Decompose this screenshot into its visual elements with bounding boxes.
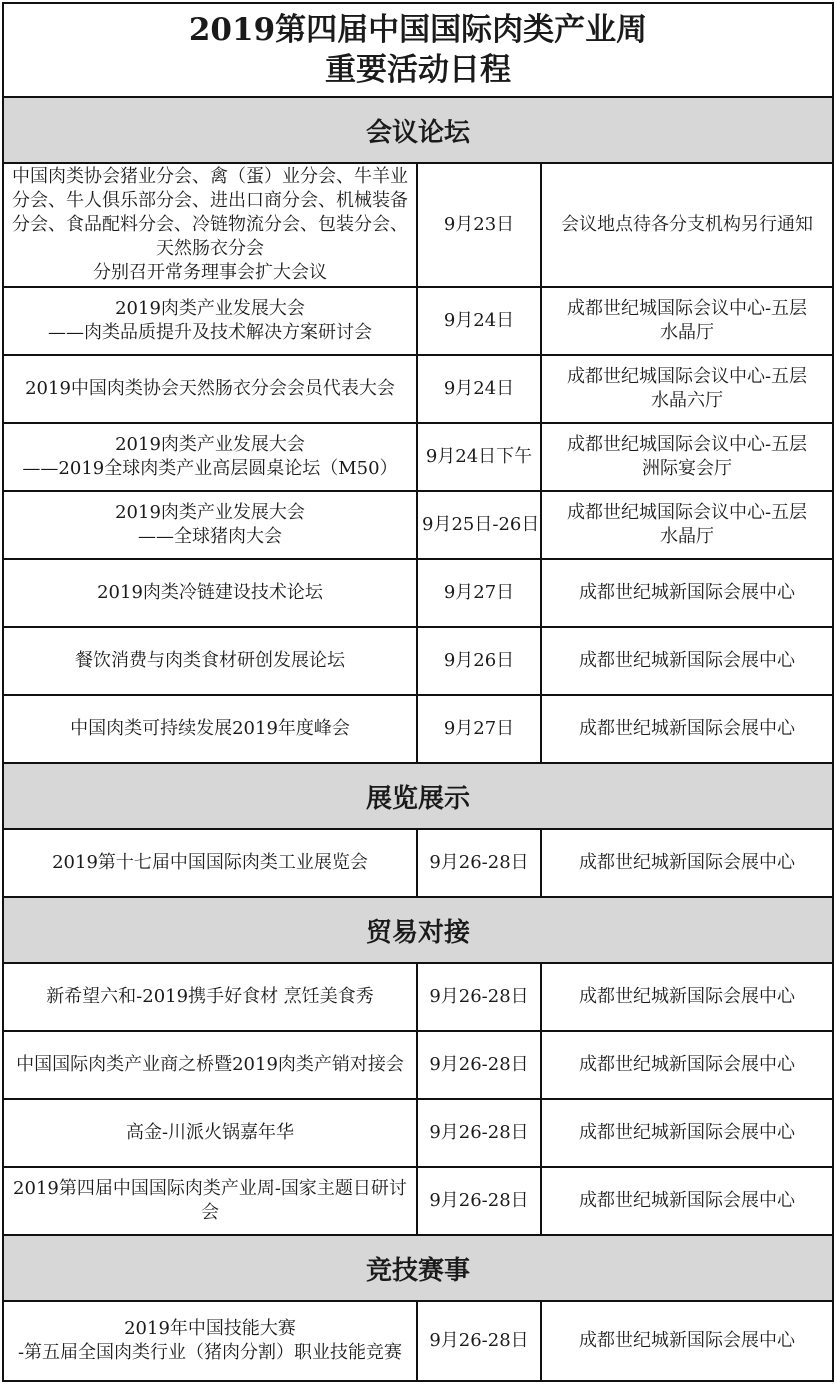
venue-line: 洲际宴会厅 — [642, 458, 732, 479]
venue-cell — [541, 1167, 833, 1235]
event-name-cell — [3, 1167, 417, 1235]
table-row — [3, 695, 833, 763]
table-row — [3, 491, 833, 559]
title-line-2: 重要活动日程 — [325, 52, 511, 88]
event-name-line: 新希望六和-2019携手好食材 烹饪美食秀 — [46, 986, 374, 1007]
event-name-line: 2019第十七届中国国际肉类工业展览会 — [52, 852, 368, 873]
venue-line: 成都世纪城新国际会展中心 — [579, 650, 795, 671]
event-date-cell: 9月25日-26日 — [417, 491, 541, 559]
table-row — [3, 829, 833, 897]
page-title — [3, 3, 833, 97]
event-date-cell: 9月26-28日 — [417, 1031, 541, 1099]
event-name-cell — [3, 1099, 417, 1167]
event-date-cell: 9月24日 — [417, 287, 541, 355]
table-row — [3, 163, 833, 287]
venue-line: 成都世纪城新国际会展中心 — [579, 1054, 795, 1075]
schedule-body — [3, 3, 833, 1381]
table-row — [3, 1099, 833, 1167]
venue-line: 水晶厅 — [660, 322, 714, 343]
event-name-line: 2019年中国技能大赛 — [124, 1318, 296, 1339]
section-heading: 会议论坛 — [3, 97, 833, 163]
table-row — [3, 627, 833, 695]
venue-line: 成都世纪城新国际会展中心 — [579, 1122, 795, 1143]
venue-cell — [541, 423, 833, 491]
venue-line: 成都世纪城新国际会展中心 — [579, 1330, 795, 1351]
event-name-line: 分别召开常务理事会扩大会议 — [93, 262, 327, 283]
event-name-line: 2019中国肉类协会天然肠衣分会会员代表大会 — [25, 378, 395, 399]
event-name-line: 2019肉类冷链建设技术论坛 — [97, 582, 323, 603]
event-date-cell: 9月27日 — [417, 559, 541, 627]
event-name-line: 高金-川派火锅嘉年华 — [125, 1122, 295, 1143]
venue-line: 成都世纪城新国际会展中心 — [579, 718, 795, 739]
event-name-cell — [3, 423, 417, 491]
venue-line: 会议地点待各分支机构另行通知 — [561, 214, 813, 235]
event-name-line: -第五届全国肉类行业（猪肉分割）职业技能竞赛 — [17, 1342, 403, 1363]
section-meetings-forums — [3, 97, 833, 163]
section-heading: 贸易对接 — [3, 897, 833, 963]
event-name-line: 2019肉类产业发展大会 — [115, 502, 305, 523]
event-date-cell: 9月23日 — [417, 163, 541, 287]
event-date-cell: 9月26-28日 — [417, 1099, 541, 1167]
venue-cell — [541, 559, 833, 627]
event-date-cell: 9月24日下午 — [417, 423, 541, 491]
venue-line: 成都世纪城国际会议中心-五层 — [566, 298, 808, 319]
venue-cell — [541, 627, 833, 695]
title-row — [3, 3, 833, 97]
venue-line: 成都世纪城新国际会展中心 — [579, 852, 795, 873]
event-name-line: 2019肉类产业发展大会 — [115, 298, 305, 319]
event-name-line: ——肉类品质提升及技术解决方案研讨会 — [48, 322, 372, 343]
event-name-line: 中国肉类协会猪业分会、禽（蛋）业分会、牛羊业分会、牛人俱乐部分会、进出口商分会、机械装备分会、食品配料分会、冷链物流分会、包装分会、天然肠衣分会 — [12, 166, 408, 259]
event-name-line: 2019第四届中国国际肉类产业周-国家主题日研讨会 — [13, 1178, 407, 1223]
event-name-cell — [3, 963, 417, 1031]
event-name-cell — [3, 163, 417, 287]
event-name-cell — [3, 695, 417, 763]
venue-cell — [541, 963, 833, 1031]
title-line-1: 2019第四届中国国际肉类产业周 — [188, 12, 648, 48]
venue-cell — [541, 1031, 833, 1099]
event-name-cell — [3, 627, 417, 695]
venue-line: 成都世纪城国际会议中心-五层 — [566, 434, 808, 455]
section-heading: 展览展示 — [3, 763, 833, 829]
table-row — [3, 287, 833, 355]
venue-line: 水晶六厅 — [651, 390, 723, 411]
table-row — [3, 423, 833, 491]
venue-cell — [541, 695, 833, 763]
table-row — [3, 355, 833, 423]
venue-cell — [541, 1099, 833, 1167]
section-trade-matching — [3, 897, 833, 963]
event-name-line: ——2019全球肉类产业高层圆桌论坛（M50） — [22, 458, 398, 479]
section-exhibitions — [3, 763, 833, 829]
table-row — [3, 963, 833, 1031]
event-date-cell: 9月26日 — [417, 627, 541, 695]
schedule-table — [2, 2, 834, 1382]
venue-cell — [541, 163, 833, 287]
venue-line: 成都世纪城国际会议中心-五层 — [566, 366, 808, 387]
event-date-cell: 9月26-28日 — [417, 829, 541, 897]
event-name-cell — [3, 1301, 417, 1381]
venue-line: 水晶厅 — [660, 526, 714, 547]
event-name-cell — [3, 491, 417, 559]
venue-cell — [541, 1301, 833, 1381]
event-name-cell — [3, 559, 417, 627]
table-row — [3, 1167, 833, 1235]
table-row — [3, 559, 833, 627]
venue-line: 成都世纪城新国际会展中心 — [579, 986, 795, 1007]
event-name-line: 餐饮消费与肉类食材研创发展论坛 — [75, 650, 345, 671]
event-date-cell: 9月26-28日 — [417, 1167, 541, 1235]
venue-line: 成都世纪城国际会议中心-五层 — [566, 502, 808, 523]
event-name-line: 2019肉类产业发展大会 — [115, 434, 305, 455]
venue-line: 成都世纪城新国际会展中心 — [579, 1190, 795, 1211]
table-row — [3, 1031, 833, 1099]
section-heading: 竞技赛事 — [3, 1235, 833, 1301]
venue-cell — [541, 355, 833, 423]
event-name-line: 中国国际肉类产业商之桥暨2019肉类产销对接会 — [16, 1054, 404, 1075]
venue-line: 成都世纪城新国际会展中心 — [579, 582, 795, 603]
event-name-cell — [3, 287, 417, 355]
event-date-cell: 9月26-28日 — [417, 1301, 541, 1381]
venue-cell — [541, 829, 833, 897]
event-name-cell — [3, 1031, 417, 1099]
venue-cell — [541, 491, 833, 559]
event-name-cell — [3, 355, 417, 423]
event-name-line: ——全球猪肉大会 — [138, 526, 282, 547]
event-date-cell: 9月24日 — [417, 355, 541, 423]
event-date-cell: 9月26-28日 — [417, 963, 541, 1031]
event-name-cell — [3, 829, 417, 897]
section-competitions — [3, 1235, 833, 1301]
event-name-line: 中国肉类可持续发展2019年度峰会 — [70, 718, 350, 739]
venue-cell — [541, 287, 833, 355]
event-date-cell: 9月27日 — [417, 695, 541, 763]
table-row — [3, 1301, 833, 1381]
